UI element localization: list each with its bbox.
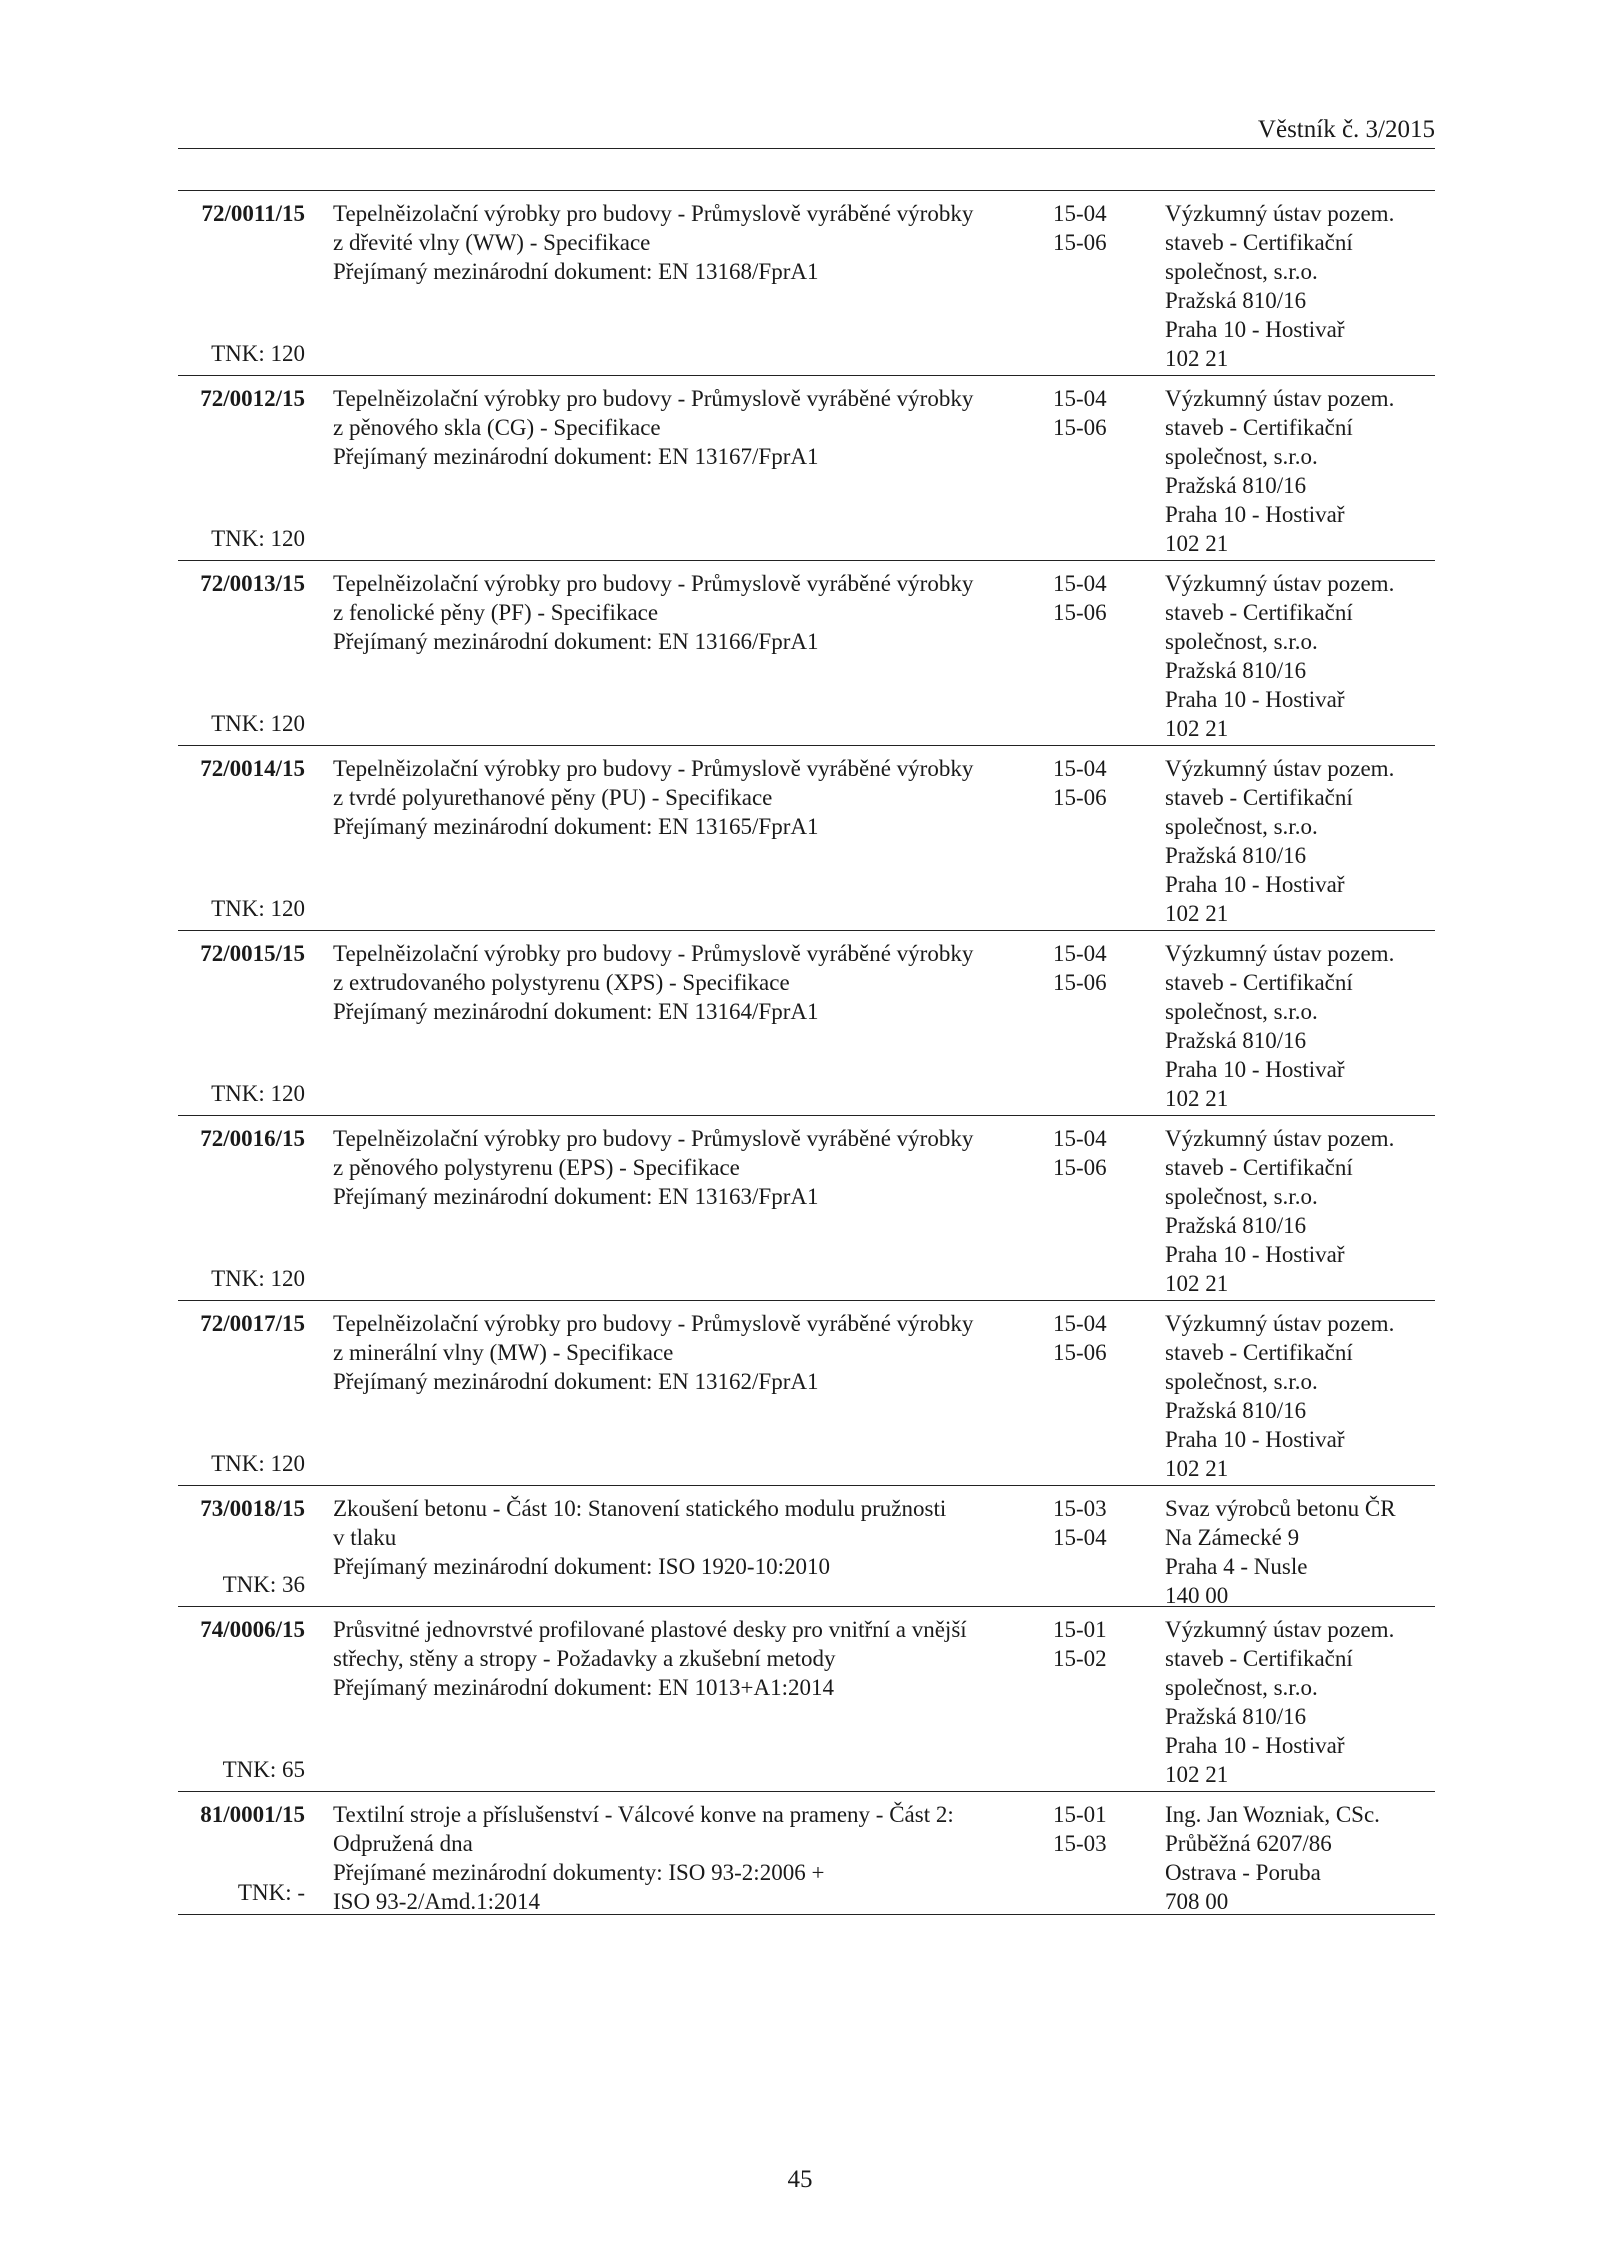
date-code: 15-04 [1053, 1525, 1107, 1550]
address-line: 102 21 [1165, 531, 1229, 556]
standard-description [333, 1124, 1053, 1211]
description-line: Průsvitné jednovrstvé profilované plastové desky pro vnitřní a vnější [333, 1617, 967, 1642]
date-code: 15-06 [1053, 1155, 1107, 1180]
processor-address [1165, 754, 1455, 928]
processor-address [1165, 1615, 1455, 1789]
description-line: z pěnového skla (CG) - Specifikace [333, 415, 661, 440]
processor-address [1165, 569, 1455, 743]
date-code: 15-01 [1053, 1617, 1107, 1642]
standard-number: 72/0014/15 [200, 756, 305, 781]
description-line: Přejímaný mezinárodní dokument: ISO 1920-10:2010 [333, 1554, 830, 1579]
description-line: Přejímaný mezinárodní dokument: EN 13167/FprA1 [333, 444, 819, 469]
address-line: Pražská 810/16 [1165, 1398, 1307, 1423]
description-line: Tepelněizolační výrobky pro budovy - Průmyslově vyráběné výrobky [333, 1311, 974, 1336]
page-number: 45 [787, 2166, 813, 2193]
address-line: Pražská 810/16 [1165, 1213, 1307, 1238]
address-line: Praha 4 - Nusle [1165, 1554, 1308, 1579]
address-line: 102 21 [1165, 1762, 1229, 1787]
address-line: Pražská 810/16 [1165, 658, 1307, 683]
address-line: společnost, s.r.o. [1165, 999, 1318, 1024]
standard-description [333, 384, 1053, 471]
address-line: staveb - Certifikační [1165, 970, 1353, 995]
description-line: Tepelněizolační výrobky pro budovy - Průmyslově vyráběné výrobky [333, 201, 974, 226]
date-code: 15-04 [1053, 1311, 1107, 1336]
date-code: 15-03 [1053, 1496, 1107, 1521]
address-line: 140 00 [1165, 1583, 1229, 1608]
tnk-label: TNK: 120 [211, 526, 305, 551]
address-line: Praha 10 - Hostivař [1165, 1733, 1345, 1758]
date-code: 15-04 [1053, 571, 1107, 596]
address-line: 102 21 [1165, 1456, 1229, 1481]
date-code: 15-03 [1053, 1831, 1107, 1856]
address-line: Praha 10 - Hostivař [1165, 687, 1345, 712]
description-line: Přejímaný mezinárodní dokument: EN 1013+A1:2014 [333, 1675, 835, 1700]
description-line: v tlaku [333, 1525, 397, 1550]
address-line: Výzkumný ústav pozem. [1165, 386, 1395, 411]
description-line: Tepelněizolační výrobky pro budovy - Průmyslově vyráběné výrobky [333, 941, 974, 966]
date-codes [1053, 1800, 1173, 1858]
standard-description [333, 754, 1053, 841]
description-line: Tepelněizolační výrobky pro budovy - Průmyslově vyráběné výrobky [333, 1126, 974, 1151]
address-line: Výzkumný ústav pozem. [1165, 1617, 1395, 1642]
description-line: z minerální vlny (MW) - Specifikace [333, 1340, 674, 1365]
date-code: 15-06 [1053, 970, 1107, 995]
description-line: z fenolické pěny (PF) - Specifikace [333, 600, 659, 625]
standard-entry [178, 1792, 1435, 1915]
date-code: 15-06 [1053, 1340, 1107, 1365]
date-code: 15-04 [1053, 1126, 1107, 1151]
date-code: 15-06 [1053, 230, 1107, 255]
standard-entry [178, 746, 1435, 931]
standard-number: 72/0012/15 [200, 386, 305, 411]
tnk-label: TNK: 120 [211, 1266, 305, 1291]
standard-description [333, 199, 1053, 286]
standard-entry [178, 1301, 1435, 1486]
address-line: Ostrava - Poruba [1165, 1860, 1321, 1885]
address-line: 102 21 [1165, 901, 1229, 926]
address-line: Výzkumný ústav pozem. [1165, 1311, 1395, 1336]
tnk-label: TNK: 120 [211, 341, 305, 366]
tnk-label: TNK: 120 [211, 1081, 305, 1106]
tnk-label: TNK: 36 [222, 1572, 305, 1597]
journal-title: Věstník č. 3/2015 [1257, 116, 1435, 143]
description-line: střechy, stěny a stropy - Požadavky a zkušební metody [333, 1646, 836, 1671]
address-line: společnost, s.r.o. [1165, 1184, 1318, 1209]
address-line: Ing. Jan Wozniak, CSc. [1165, 1802, 1380, 1827]
date-codes [1053, 1309, 1173, 1367]
standard-description [333, 1800, 1053, 1916]
date-code: 15-06 [1053, 415, 1107, 440]
processor-address [1165, 384, 1455, 558]
standard-description [333, 1615, 1053, 1702]
date-codes [1053, 939, 1173, 997]
standard-entry [178, 1607, 1435, 1792]
processor-address [1165, 1800, 1455, 1916]
date-code: 15-04 [1053, 941, 1107, 966]
address-line: Praha 10 - Hostivař [1165, 317, 1345, 342]
address-line: Praha 10 - Hostivař [1165, 872, 1345, 897]
description-line: Přejímaný mezinárodní dokument: EN 13165/FprA1 [333, 814, 819, 839]
description-line: ISO 93-2/Amd.1:2014 [333, 1889, 540, 1914]
address-line: staveb - Certifikační [1165, 1646, 1353, 1671]
address-line: společnost, s.r.o. [1165, 444, 1318, 469]
address-line: staveb - Certifikační [1165, 1340, 1353, 1365]
standard-description [333, 1309, 1053, 1396]
address-line: 102 21 [1165, 346, 1229, 371]
tnk-label: TNK: - [237, 1880, 305, 1905]
page-header [178, 108, 1435, 149]
description-line: Textilní stroje a příslušenství - Válcové konve na prameny - Část 2: [333, 1802, 954, 1827]
address-line: Průběžná 6207/86 [1165, 1831, 1332, 1856]
processor-address [1165, 1309, 1455, 1483]
tnk-label: TNK: 120 [211, 711, 305, 736]
address-line: staveb - Certifikační [1165, 230, 1353, 255]
description-line: z pěnového polystyrenu (EPS) - Specifikace [333, 1155, 740, 1180]
date-code: 15-06 [1053, 785, 1107, 810]
description-line: Tepelněizolační výrobky pro budovy - Průmyslově vyráběné výrobky [333, 386, 974, 411]
date-code: 15-06 [1053, 600, 1107, 625]
description-line: Odpružená dna [333, 1831, 473, 1856]
address-line: 102 21 [1165, 1271, 1229, 1296]
date-codes [1053, 199, 1173, 257]
standard-number: 72/0013/15 [200, 571, 305, 596]
address-line: 102 21 [1165, 716, 1229, 741]
standard-entry [178, 561, 1435, 746]
standard-number: 72/0017/15 [200, 1311, 305, 1336]
description-line: z extrudovaného polystyrenu (XPS) - Specifikace [333, 970, 790, 995]
address-line: Praha 10 - Hostivař [1165, 1057, 1345, 1082]
tnk-label: TNK: 120 [211, 896, 305, 921]
processor-address [1165, 1494, 1455, 1610]
address-line: Pražská 810/16 [1165, 1028, 1307, 1053]
address-line: Výzkumný ústav pozem. [1165, 756, 1395, 781]
standard-entry [178, 1116, 1435, 1301]
processor-address [1165, 1124, 1455, 1298]
description-line: z dřevité vlny (WW) - Specifikace [333, 230, 651, 255]
address-line: Na Zámecké 9 [1165, 1525, 1300, 1550]
processor-address [1165, 939, 1455, 1113]
standard-number: 72/0016/15 [200, 1126, 305, 1151]
description-line: Přejímaný mezinárodní dokument: EN 13163/FprA1 [333, 1184, 819, 1209]
processor-address [1165, 199, 1455, 373]
address-line: společnost, s.r.o. [1165, 629, 1318, 654]
address-line: Praha 10 - Hostivař [1165, 502, 1345, 527]
address-line: staveb - Certifikační [1165, 600, 1353, 625]
address-line: Výzkumný ústav pozem. [1165, 941, 1395, 966]
description-line: Zkoušení betonu - Část 10: Stanovení statického modulu pružnosti [333, 1496, 947, 1521]
standard-number: 72/0011/15 [201, 201, 305, 226]
standard-description [333, 569, 1053, 656]
description-line: Přejímaný mezinárodní dokument: EN 13164/FprA1 [333, 999, 819, 1024]
address-line: Pražská 810/16 [1165, 843, 1307, 868]
description-line: Přejímané mezinárodní dokumenty: ISO 93-2:2006 + [333, 1860, 825, 1885]
date-codes [1053, 754, 1173, 812]
date-code: 15-04 [1053, 201, 1107, 226]
description-line: Přejímaný mezinárodní dokument: EN 13168/FprA1 [333, 259, 819, 284]
standard-entry [178, 376, 1435, 561]
date-code: 15-01 [1053, 1802, 1107, 1827]
tnk-label: TNK: 120 [211, 1451, 305, 1476]
date-code: 15-04 [1053, 756, 1107, 781]
standard-entry [178, 1486, 1435, 1607]
standard-number: 81/0001/15 [200, 1802, 305, 1827]
standard-number: 72/0015/15 [200, 941, 305, 966]
address-line: Praha 10 - Hostivař [1165, 1427, 1345, 1452]
description-line: z tvrdé polyurethanové pěny (PU) - Specifikace [333, 785, 773, 810]
address-line: 708 00 [1165, 1889, 1229, 1914]
address-line: Výzkumný ústav pozem. [1165, 201, 1395, 226]
date-codes [1053, 1494, 1173, 1552]
date-codes [1053, 569, 1173, 627]
date-codes [1053, 1124, 1173, 1182]
date-codes [1053, 384, 1173, 442]
address-line: Svaz výrobců betonu ČR [1165, 1496, 1396, 1521]
address-line: společnost, s.r.o. [1165, 1369, 1318, 1394]
date-codes [1053, 1615, 1173, 1673]
address-line: Výzkumný ústav pozem. [1165, 1126, 1395, 1151]
description-line: Tepelněizolační výrobky pro budovy - Průmyslově vyráběné výrobky [333, 756, 974, 781]
address-line: společnost, s.r.o. [1165, 814, 1318, 839]
description-line: Přejímaný mezinárodní dokument: EN 13166/FprA1 [333, 629, 819, 654]
address-line: Pražská 810/16 [1165, 1704, 1307, 1729]
address-line: společnost, s.r.o. [1165, 259, 1318, 284]
standard-entry [178, 931, 1435, 1116]
address-line: staveb - Certifikační [1165, 785, 1353, 810]
date-code: 15-04 [1053, 386, 1107, 411]
address-line: Praha 10 - Hostivař [1165, 1242, 1345, 1267]
description-line: Tepelněizolační výrobky pro budovy - Průmyslově vyráběné výrobky [333, 571, 974, 596]
tnk-label: TNK: 65 [222, 1757, 305, 1782]
address-line: Pražská 810/16 [1165, 288, 1307, 313]
address-line: 102 21 [1165, 1086, 1229, 1111]
address-line: staveb - Certifikační [1165, 415, 1353, 440]
address-line: Výzkumný ústav pozem. [1165, 571, 1395, 596]
standard-description [333, 1494, 1053, 1581]
description-line: Přejímaný mezinárodní dokument: EN 13162/FprA1 [333, 1369, 819, 1394]
standard-entry [178, 191, 1435, 376]
standard-number: 74/0006/15 [200, 1617, 305, 1642]
address-line: společnost, s.r.o. [1165, 1675, 1318, 1700]
date-code: 15-02 [1053, 1646, 1107, 1671]
entries-table [178, 190, 1435, 1915]
standard-description [333, 939, 1053, 1026]
address-line: Pražská 810/16 [1165, 473, 1307, 498]
address-line: staveb - Certifikační [1165, 1155, 1353, 1180]
standard-number: 73/0018/15 [200, 1496, 305, 1521]
